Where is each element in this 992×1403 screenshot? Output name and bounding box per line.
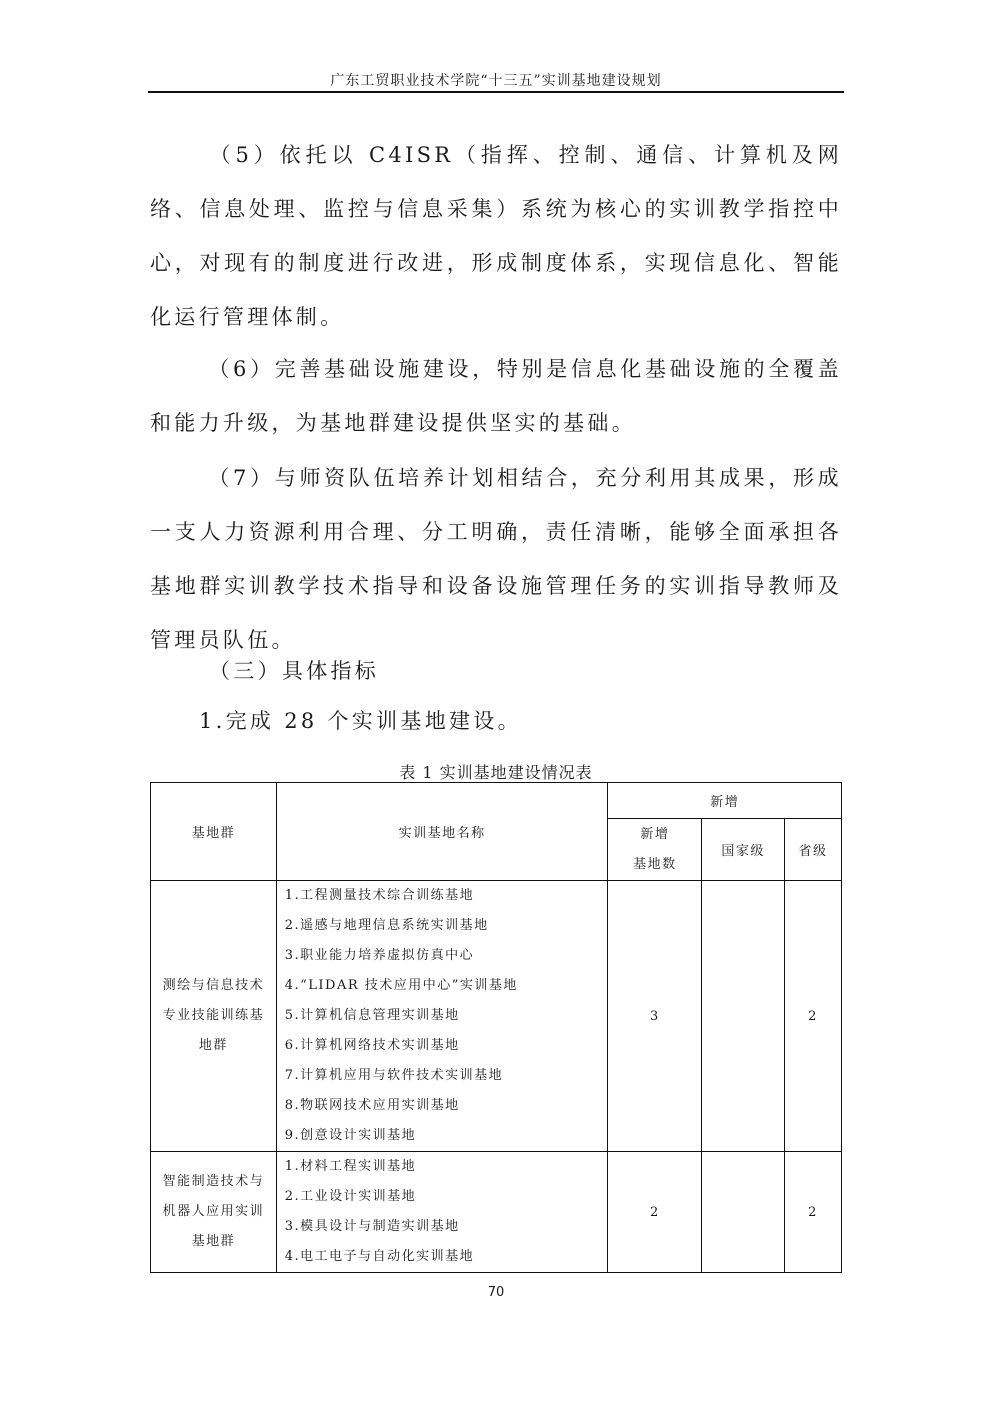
- base-list: [276, 881, 608, 1152]
- header-rule: [148, 91, 844, 93]
- base-item: 2.遥感与地理信息系统实训基地: [284, 918, 489, 933]
- table-row: [151, 881, 842, 1152]
- national-cell: [702, 1152, 785, 1273]
- provincial-cell: 2: [785, 1152, 842, 1273]
- base-item: 2.工业设计实训基地: [284, 1189, 417, 1204]
- section-subheading: （三）具体指标: [209, 659, 380, 683]
- header-national: 国家级: [702, 819, 785, 881]
- base-item: 1.工程测量技术综合训练基地: [284, 888, 475, 903]
- paragraph-5: [150, 128, 842, 344]
- header-new-count-line2: 基地数: [633, 856, 677, 872]
- header-new-count-line1: 新增: [640, 826, 670, 842]
- header-new-count: [608, 819, 702, 881]
- base-item: 8.物联网技术应用实训基地: [284, 1098, 460, 1113]
- table-caption: 表 1 实训基地建设情况表: [399, 763, 593, 782]
- provincial-cell: 2: [785, 881, 842, 1152]
- base-item: 4.电工电子与自动化实训基地: [284, 1249, 475, 1264]
- base-item: 4.“LIDAR 技术应用中心”实训基地: [284, 978, 518, 993]
- base-item: 9.创意设计实训基地: [284, 1128, 417, 1143]
- header-name: 实训基地名称: [276, 783, 608, 881]
- paragraph-6: [150, 342, 842, 450]
- running-header: 广东工贸职业技术学院“十三五”实训基地建设规划: [330, 73, 662, 89]
- paragraph-5-text: （5）依托以 C4ISR（指挥、控制、通信、计算机及网络、信息处理、监控与信息采集）系统为核心的实训教学指控中心，对现有的制度进行改进，形成制度体系，实现信息化、智能化运行管理体制。: [150, 143, 842, 329]
- indicator-item-1: 1.完成 28 个实训基地建设。: [199, 709, 522, 733]
- base-item: 7.计算机应用与软件技术实训基地: [284, 1068, 504, 1083]
- paragraph-7-text: （7）与师资队伍培养计划相结合，充分利用其成果，形成一支人力资源利用合理、分工明确，责任清晰，能够全面承担各基地群实训教学技术指导和设备设施管理任务的实训指导教师及管理员队伍。: [150, 466, 842, 652]
- group-cell: [151, 881, 277, 1152]
- base-item: 5.计算机信息管理实训基地: [284, 1008, 460, 1023]
- paragraph-6-text: （6）完善基础设施建设，特别是信息化基础设施的全覆盖和能力升级，为基地群建设提供坚实的基础。: [150, 357, 842, 435]
- page-number: 70: [487, 1285, 505, 1300]
- base-item: 3.模具设计与制造实训基地: [284, 1219, 460, 1234]
- group-line: 智能制造技术与: [162, 1174, 265, 1189]
- group-cell: [151, 1152, 277, 1273]
- table-row: [151, 1152, 842, 1273]
- base-item: 1.材料工程实训基地: [284, 1159, 417, 1174]
- base-item: 6.计算机网络技术实训基地: [284, 1038, 460, 1053]
- header-group: 基地群: [151, 783, 277, 881]
- group-line: 地群: [198, 1038, 228, 1053]
- base-table: [150, 782, 842, 1273]
- header-new: 新增: [608, 783, 842, 819]
- header-provincial: 省级: [785, 819, 842, 881]
- group-line: 基地群: [191, 1234, 236, 1249]
- group-line: 机器人应用实训: [162, 1204, 265, 1219]
- new-count-cell: 2: [608, 1152, 702, 1273]
- base-list: [276, 1152, 608, 1273]
- national-cell: [702, 881, 785, 1152]
- paragraph-7: [150, 451, 842, 667]
- group-line: 测绘与信息技术: [162, 978, 265, 993]
- group-line: 专业技能训练基: [162, 1008, 265, 1023]
- base-item: 3.职业能力培养虚拟仿真中心: [284, 948, 475, 963]
- new-count-cell: 3: [608, 881, 702, 1152]
